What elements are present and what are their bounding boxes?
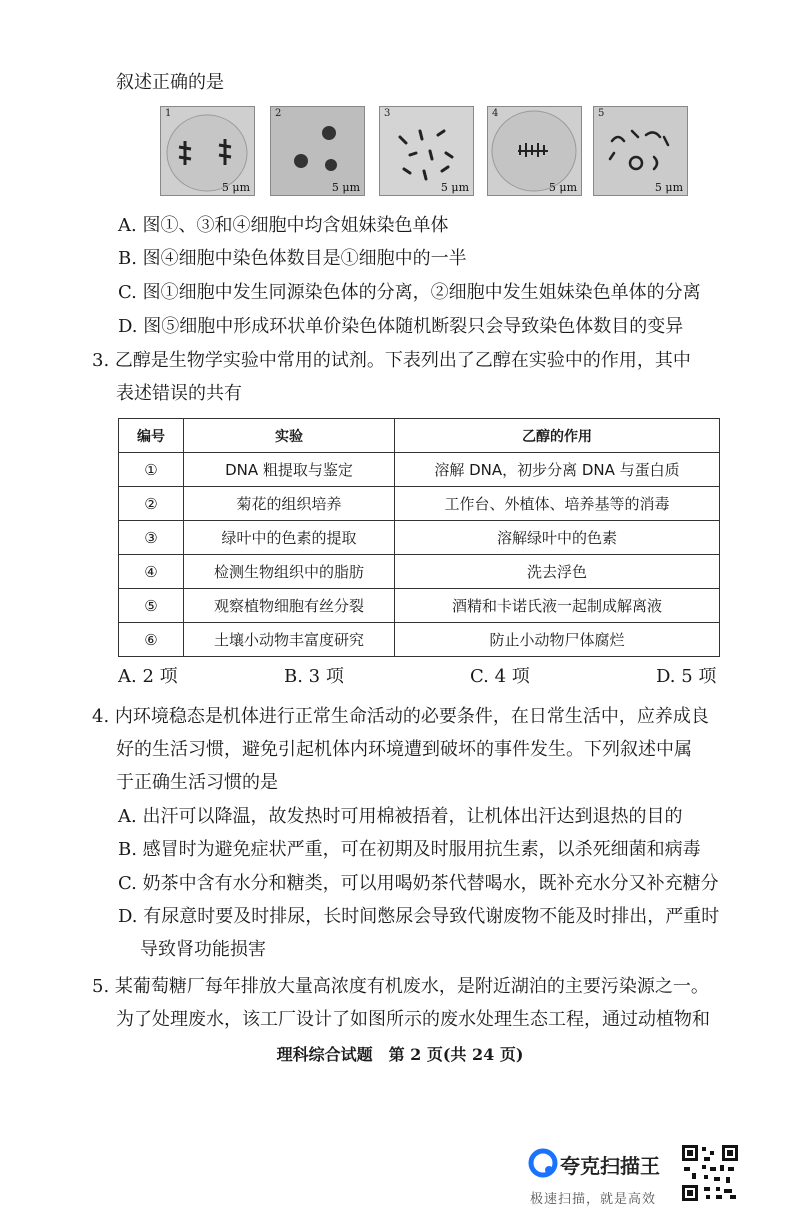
q4-stem-line1: 4. 内环境稳态是机体进行正常生命活动的必要条件，在日常生活中，应养成良 xyxy=(92,706,709,727)
cell-number: ② xyxy=(119,487,184,521)
table-row xyxy=(119,521,720,555)
cell-role: 防止小动物尸体腐烂 xyxy=(395,623,720,657)
micrograph-number: 1 xyxy=(165,108,172,119)
micrograph-number: 5 xyxy=(598,108,605,119)
cell-role: 溶解绿叶中的色素 xyxy=(395,521,720,555)
scale-bar-label: 5 μm xyxy=(440,181,469,194)
table-row xyxy=(119,453,720,487)
q3-option-a: A. 2 项 xyxy=(118,666,178,687)
scanner-slogan: 极速扫描，就是高效 xyxy=(530,1192,657,1207)
q3-option-c: C. 4 项 xyxy=(470,666,530,687)
q2-option-c: C. 图①细胞中发生同源染色体的分离，②细胞中发生姐妹染色单体的分离 xyxy=(118,282,701,303)
q3-option-d: D. 5 项 xyxy=(656,666,717,687)
cell-role: 工作台、外植体、培养基等的消毒 xyxy=(395,487,720,521)
cell-experiment: 检测生物组织中的脂肪 xyxy=(184,555,395,589)
scanner-name: 夸克扫描王 xyxy=(560,1154,660,1178)
q2-option-d: D. 图⑤细胞中形成环状单价染色体随机断裂只会导致染色体数目的变异 xyxy=(118,316,684,337)
q2-option-a: A. 图①、③和④细胞中均含姐妹染色单体 xyxy=(118,215,449,236)
micrograph-4 xyxy=(487,106,582,196)
micrograph-number: 4 xyxy=(492,108,499,119)
header-experiment: 实验 xyxy=(184,419,395,453)
q3-stem-line2: 表述错误的共有 xyxy=(116,383,242,404)
q5-stem-line2: 为了处理废水，该工厂设计了如图所示的废水处理生态工程，通过动植物和 xyxy=(116,1009,710,1030)
q4-option-a: A. 出汗可以降温，故发热时可用棉被捂着，让机体出汗达到退热的目的 xyxy=(118,806,683,827)
micrograph-number: 3 xyxy=(384,108,391,119)
cell-experiment: 土壤小动物丰富度研究 xyxy=(184,623,395,657)
q4-stem-line2: 好的生活习惯，避免引起机体内环境遭到破坏的事件发生。下列叙述中属 xyxy=(116,739,692,760)
micrograph-1 xyxy=(160,106,255,196)
micrograph-row xyxy=(160,106,685,196)
q4-option-d-line2: 导致肾功能损害 xyxy=(140,939,266,960)
table-row xyxy=(119,555,720,589)
scale-bar-label: 5 μm xyxy=(331,181,360,194)
header-number: 编号 xyxy=(119,419,184,453)
q3-stem-line1: 3. 乙醇是生物学实验中常用的试剂。下表列出了乙醇在实验中的作用，其中 xyxy=(92,350,691,371)
micrograph-5 xyxy=(593,106,688,196)
cell-experiment: 观察植物细胞有丝分裂 xyxy=(184,589,395,623)
cell-experiment: DNA 粗提取与鉴定 xyxy=(184,453,395,487)
quark-logo-icon xyxy=(528,1148,558,1178)
cell-number: ⑥ xyxy=(119,623,184,657)
cell-number: ⑤ xyxy=(119,589,184,623)
qr-code-icon xyxy=(680,1143,740,1203)
cell-role: 酒精和卡诺氏液一起制成解离液 xyxy=(395,589,720,623)
page-footer: 理科综合试题 第 2 页(共 24 页) xyxy=(276,1045,524,1064)
cell-experiment: 绿叶中的色素的提取 xyxy=(184,521,395,555)
micrograph-3 xyxy=(379,106,474,196)
cell-number: ④ xyxy=(119,555,184,589)
cell-role: 洗去浮色 xyxy=(395,555,720,589)
scale-bar-label: 5 μm xyxy=(654,181,683,194)
cell-role: 溶解 DNA，初步分离 DNA 与蛋白质 xyxy=(395,453,720,487)
q2-stem-tail: 叙述正确的是 xyxy=(116,72,224,93)
micrograph-2 xyxy=(270,106,365,196)
scale-bar-label: 5 μm xyxy=(548,181,577,194)
table-row xyxy=(119,623,720,657)
table-row xyxy=(119,487,720,521)
micrograph-number: 2 xyxy=(275,108,282,119)
scale-bar-label: 5 μm xyxy=(221,181,250,194)
q5-stem-line1: 5. 某葡萄糖厂每年排放大量高浓度有机废水，是附近湖泊的主要污染源之一。 xyxy=(92,976,709,997)
header-ethanol-role: 乙醇的作用 xyxy=(395,419,720,453)
q3-option-b: B. 3 项 xyxy=(284,666,344,687)
ethanol-table xyxy=(118,418,720,657)
q4-stem-line3: 于正确生活习惯的是 xyxy=(116,772,278,793)
table-row xyxy=(119,589,720,623)
cell-experiment: 菊花的组织培养 xyxy=(184,487,395,521)
q2-option-b: B. 图④细胞中染色体数目是①细胞中的一半 xyxy=(118,248,467,269)
q4-option-c: C. 奶茶中含有水分和糖类，可以用喝奶茶代替喝水，既补充水分又补充糖分 xyxy=(118,873,719,894)
q4-option-d-line1: D. 有尿意时要及时排尿，长时间憋尿会导致代谢废物不能及时排出，严重时 xyxy=(118,906,720,927)
q4-option-b: B. 感冒时为避免症状严重，可在初期及时服用抗生素，以杀死细菌和病毒 xyxy=(118,839,701,860)
cell-number: ③ xyxy=(119,521,184,555)
cell-number: ① xyxy=(119,453,184,487)
table-header-row xyxy=(119,419,720,453)
